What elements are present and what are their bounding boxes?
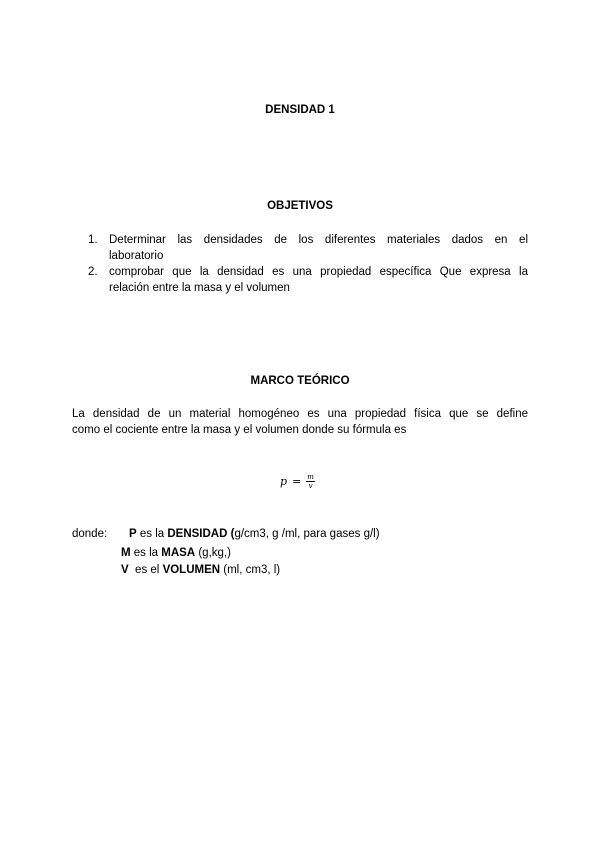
definition-symbol: M	[121, 547, 131, 559]
definition-connector: es la	[130, 547, 162, 559]
objective-text-line: laboratorio	[109, 250, 164, 262]
definition-body	[129, 528, 380, 540]
objectives-list	[88, 232, 528, 296]
definition-term: DENSIDAD	[167, 528, 228, 540]
objectives-heading: OBJETIVOS	[267, 200, 333, 212]
definition-body	[121, 547, 231, 559]
framework-heading: MARCO TEÓRICO	[250, 375, 350, 387]
definition-symbol: V	[121, 564, 129, 576]
formula-lhs: p	[280, 475, 288, 488]
definition-connector: es el	[128, 564, 163, 576]
definition-connector: es la	[136, 528, 168, 540]
formula-numerator: m	[307, 473, 314, 481]
definition-symbol: P	[129, 528, 137, 540]
definition-body	[121, 564, 280, 576]
document-title: DENSIDAD 1	[265, 104, 335, 116]
definitions-label: donde:	[72, 528, 108, 540]
paragraph-line: La densidad de un material homogéneo es una propiedad física que se define	[72, 408, 528, 420]
objective-item-2	[88, 264, 528, 296]
definition-units: (g,kg,)	[195, 547, 231, 559]
objective-number: 1.	[88, 234, 98, 246]
definition-term: VOLUMEN	[162, 564, 221, 576]
objective-text-line: comprobar que la densidad es una propiedad específica Que expresa la	[109, 266, 528, 278]
formula-denominator: v	[308, 482, 313, 490]
objective-text	[109, 264, 528, 296]
definition-units: g/cm3, g /ml, para gases g/l)	[234, 528, 380, 540]
objective-text	[109, 232, 528, 264]
definition-paren: (	[227, 528, 235, 540]
definition-units: (ml, cm3, l)	[220, 564, 281, 576]
formula-fraction	[306, 473, 315, 490]
framework-paragraph	[72, 406, 528, 438]
definition-term: MASA	[161, 547, 196, 559]
objective-item-1	[88, 232, 528, 264]
density-formula	[280, 473, 315, 490]
objective-number: 2.	[88, 266, 98, 278]
objective-text-line: relación entre la masa y el volumen	[109, 282, 290, 294]
objective-text-line: Determinar las densidades de los diferentes materiales dados en el	[109, 234, 528, 246]
paragraph-line: como el cociente entre la masa y el volumen donde su fórmula es	[72, 424, 407, 436]
formula-equals: =	[292, 475, 302, 488]
